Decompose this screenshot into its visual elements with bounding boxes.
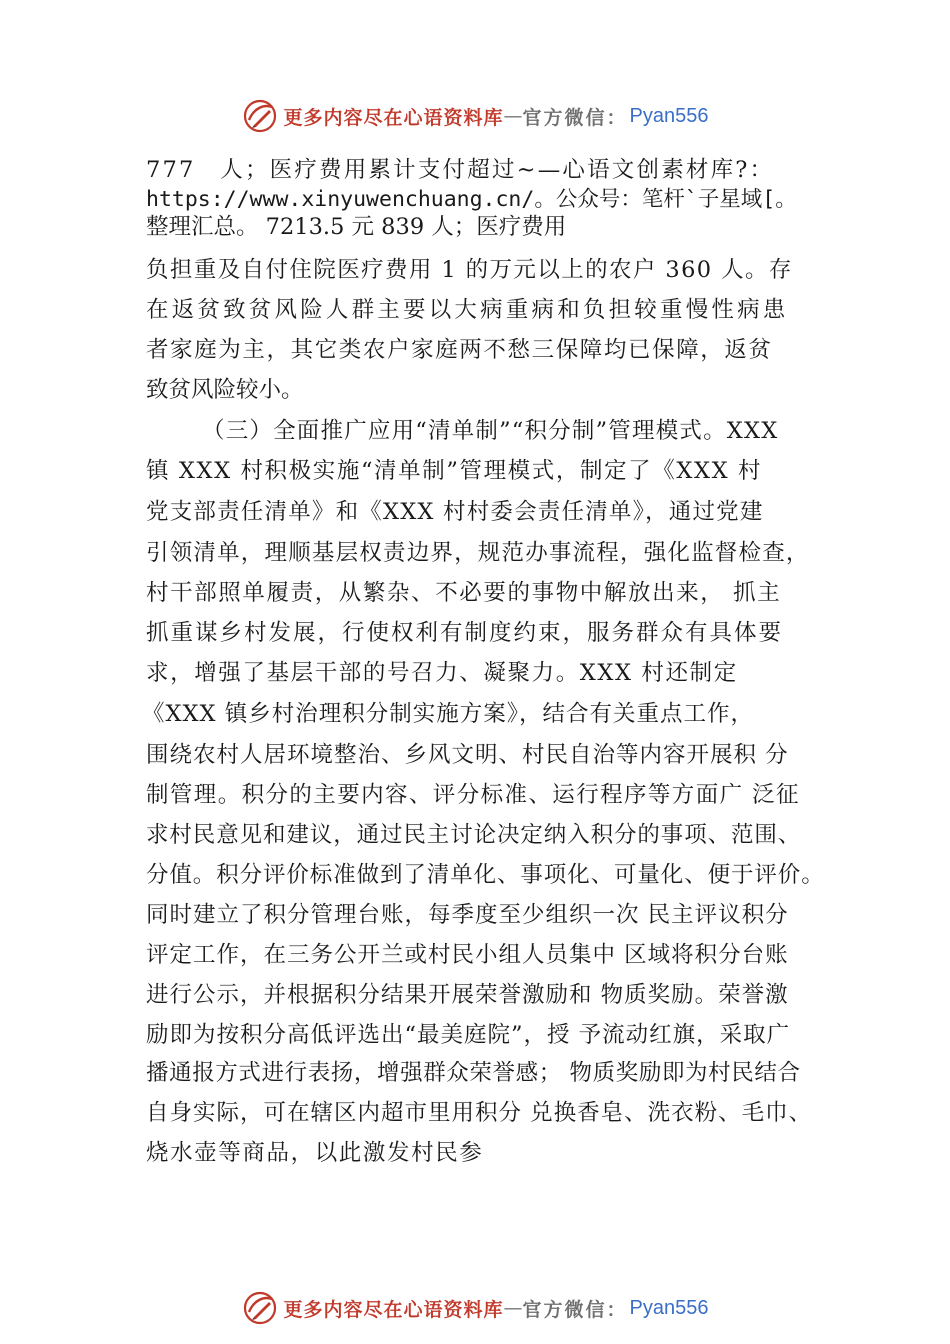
pen-logo-icon	[242, 1290, 278, 1326]
text-line: 村干部照单履责，从繁杂、不必要的事物中解放出来， 抓主	[146, 580, 782, 606]
contact-label: 官方微信：	[522, 1298, 628, 1321]
text-line: 777 人；医疗费用累计支付超过~—心语文创素材库?：	[146, 157, 775, 183]
wechat-id: Pyan556	[629, 104, 709, 127]
text-line: 求，增强了基层干部的号召力、凝聚力。XXX 村还制定	[146, 660, 738, 686]
text-line: 播通报方式进行表扬，增强群众荣誉感； 物质奖励即为村民结合	[146, 1060, 801, 1086]
text-line: 评定工作，在三务公开兰或村民小组人员集中 区域将积分台账	[146, 942, 789, 968]
text-line: 在返贫致贫风险人群主要以大病重病和负担较重慢性病患	[146, 297, 789, 323]
text-line: 烧水壶等商品，以此激发村民参	[146, 1140, 484, 1166]
text-line: 者家庭为主，其它类农户家庭两不愁三保障均已保障，返贫	[146, 337, 773, 363]
text-line: 自身实际，可在辖区内超市里用积分 兑换香皂、洗衣粉、毛巾、	[146, 1100, 813, 1126]
text-line: 求村民意见和建议，通过民主讨论决定纳入积分的事项、范围、	[146, 822, 802, 848]
text-line: 进行公示，并根据积分结果开展荣誉激励和 物质奖励。荣誉激	[146, 982, 789, 1008]
separator-dash: —	[503, 1297, 523, 1319]
brand-text: 更多内容尽在心语资料库	[283, 1298, 504, 1321]
text-line: 《XXX 镇乡村治理积分制实施方案》，结合有关重点工作，	[142, 701, 754, 727]
brand-text: 更多内容尽在心语资料库	[283, 106, 504, 129]
text-line: （三）全面推广应用“清单制”“积分制”管理模式。XXX	[202, 418, 779, 444]
text-line: https://www.xinyuwenchuang.cn/。公众号：笔杆`子星域[。	[146, 187, 797, 212]
text-line: 镇 XXX 村积极实施“清单制”管理模式，制定了《XXX 村	[146, 458, 763, 484]
header-banner	[0, 94, 950, 138]
text-line: 同时建立了积分管理台账，每季度至少组织一次 民主评议积分	[146, 902, 789, 928]
footer-banner	[0, 1286, 950, 1330]
separator-dash: —	[503, 105, 523, 127]
text-line: 整理汇总。 7213.5 元 839 人；医疗费用	[146, 214, 567, 240]
wechat-id: Pyan556	[629, 1296, 709, 1319]
text-line: 致贫风险较小。	[146, 377, 304, 403]
text-line: 引领清单，理顺基层权责边界，规范办事流程，强化监督检查，	[146, 540, 810, 566]
pen-logo-icon	[242, 98, 278, 134]
text-line: 负担重及自付住院医疗费用 1 的万元以上的农户 360 人。存	[146, 257, 793, 283]
text-line: 分值。积分评价标准做到了清单化、事项化、可量化、便于评价。	[146, 862, 825, 888]
text-line: 党支部责任清单》和《XXX 村村委会责任清单》，通过党建	[146, 499, 764, 525]
text-line: 制管理。积分的主要内容、评分标准、运行程序等方面广 泛征	[146, 782, 800, 808]
contact-label: 官方微信：	[522, 106, 628, 129]
text-line: 围绕农村人居环境整治、乡风文明、村民自治等内容开展积 分	[146, 742, 789, 768]
text-line: 励即为按积分高低评选出“最美庭院”，授 予流动红旗，采取广	[146, 1022, 791, 1048]
text-line: 抓重谋乡村发展，行使权利有制度约束，服务群众有具体要	[146, 620, 784, 646]
